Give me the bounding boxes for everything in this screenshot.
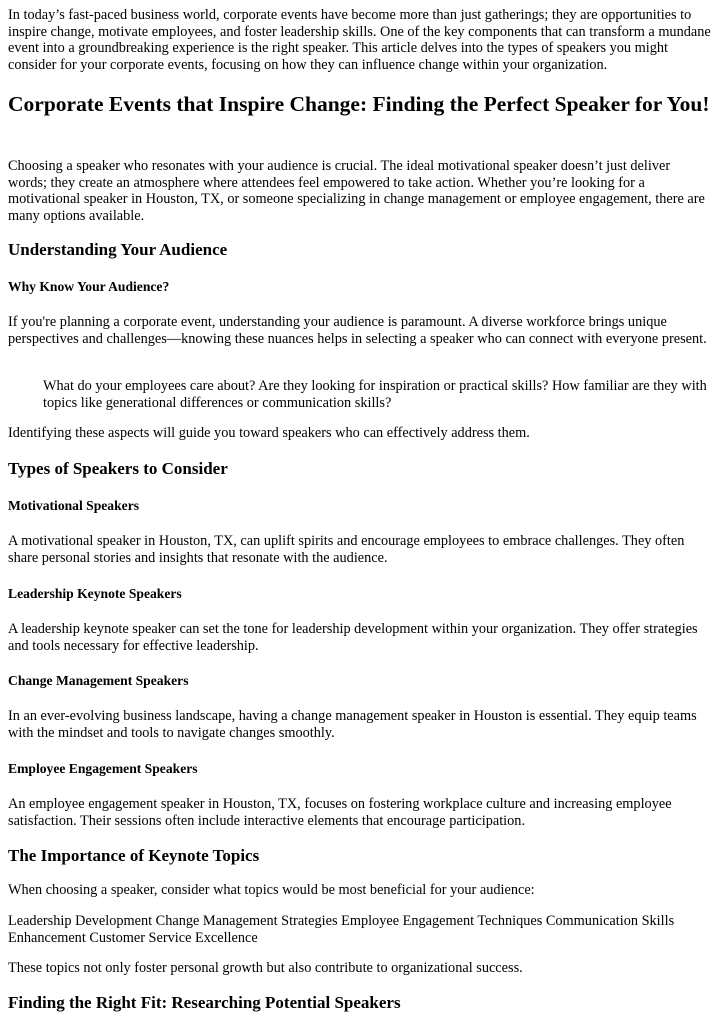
speaker-type-text: A leadership keynote speaker can set the tone for leadership development within your organization. They offer strategies and tools necessary for effective leadership. xyxy=(8,621,698,654)
speaker-type-title: Employee Engagement Speakers xyxy=(8,761,198,776)
section-heading-keynote: The Importance of Keynote Topics xyxy=(8,846,260,865)
audience-quote: What do your employees care about? Are they looking for inspiration or practical skills? How familiar are they with topics like generational differences or communication skills? xyxy=(43,378,707,411)
section-heading-types: Types of Speakers to Consider xyxy=(8,459,228,478)
title-paragraph: Choosing a speaker who resonates with your audience is crucial. The ideal motivational speaker doesn’t just deliver words; they create an atmosphere where attendees feel empowered to take action. Whether you’re looking for a motivational speaker in Houston, TX, or someone specializing in change management or employee engagement, there are many options available. xyxy=(8,158,705,224)
audience-closing: Identifying these aspects will guide you toward speakers who can effectively address them. xyxy=(8,425,530,441)
subheading-why-know: Why Know Your Audience? xyxy=(8,279,170,294)
speaker-type-text: In an ever-evolving business landscape, having a change management speaker in Houston is essential. They equip teams with the mindset and tools to navigate changes smoothly. xyxy=(8,708,697,741)
speaker-type-title: Change Management Speakers xyxy=(8,673,189,688)
speaker-type-text: A motivational speaker in Houston, TX, can uplift spirits and encourage employees to embrace challenges. They often share personal stories and insights that resonate with the audience. xyxy=(8,533,685,566)
speaker-type-text: An employee engagement speaker in Houston, TX, focuses on fostering workplace culture and increasing employee satisfaction. Their sessions often include interactive elements that encourage participation. xyxy=(8,796,672,829)
section-heading-research: Finding the Right Fit: Researching Potential Speakers xyxy=(8,993,401,1012)
audience-paragraph: If you're planning a corporate event, understanding your audience is paramount. A diverse workforce brings unique perspectives and challenges—knowing these nuances helps in selecting a speaker who can connect with everyone present. xyxy=(8,314,707,347)
speaker-type-title: Motivational Speakers xyxy=(8,498,140,513)
keynote-intro: When choosing a speaker, consider what topics would be most beneficial for your audience: xyxy=(8,882,535,898)
section-heading-audience: Understanding Your Audience xyxy=(8,240,228,259)
speaker-type-title: Leadership Keynote Speakers xyxy=(8,586,182,601)
keynote-topics: Leadership Development Change Management Strategies Employee Engagement Techniques Communication Skills Enhancement Customer Service Excellence xyxy=(8,913,675,946)
keynote-closing: These topics not only foster personal growth but also contribute to organizational success. xyxy=(8,960,523,976)
page-title: Corporate Events that Inspire Change: Finding the Perfect Speaker for You! xyxy=(8,92,710,116)
intro-paragraph: In today’s fast-paced business world, corporate events have become more than just gatherings; they are opportunities to inspire change, motivate employees, and foster leadership skills. One of the key components that can transform a mundane event into a groundbreaking experience is the right speaker. This article delves into the types of speakers you might consider for your corporate events, focusing on how they can influence change within your organization. xyxy=(8,7,711,73)
